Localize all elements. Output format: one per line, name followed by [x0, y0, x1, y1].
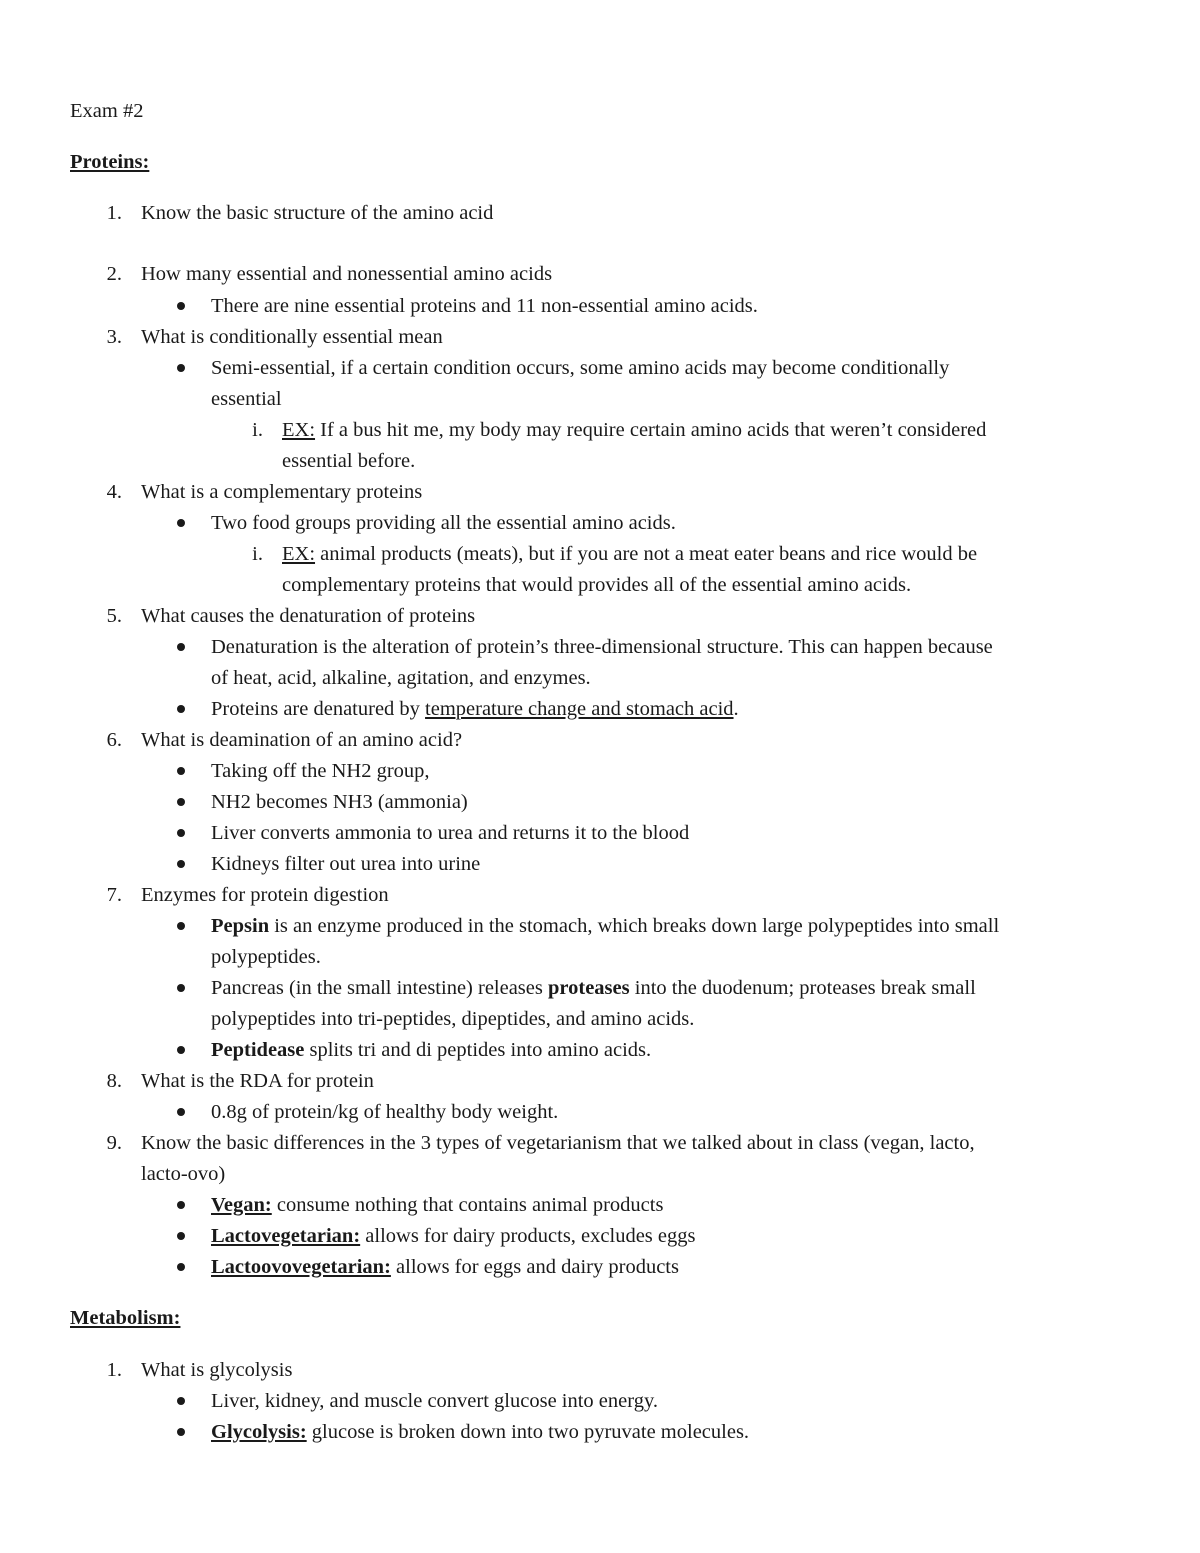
bullet-icon — [177, 1397, 185, 1405]
answer-bullet — [211, 1420, 749, 1444]
bullet-icon — [177, 1108, 185, 1116]
list-number: 3. — [106, 326, 122, 348]
bullet-icon — [177, 1263, 185, 1271]
question-6: What is deamination of an amino acid? — [141, 729, 463, 751]
term-label: Vegan: — [211, 1194, 272, 1216]
answer-bullet-cont: polypeptides into tri-peptides, dipeptides, and amino acids. — [211, 1008, 695, 1030]
metabolism-question-1: What is glycolysis — [141, 1359, 293, 1381]
answer-bullet: Kidneys filter out urea into urine — [211, 853, 481, 875]
question-5: What causes the denaturation of proteins — [141, 605, 476, 627]
question-9: Know the basic differences in the 3 types of vegetarianism that we talked about in class (vegan, lacto, — [141, 1132, 975, 1154]
example-line-cont: essential before. — [282, 450, 416, 472]
proteins-heading: Proteins: — [70, 151, 150, 173]
bullet-icon — [177, 1232, 185, 1240]
answer-bullet: There are nine essential proteins and 11 non-essential amino acids. — [211, 295, 758, 317]
question-9-cont: lacto-ovo) — [141, 1163, 226, 1185]
answer-bullet — [211, 1038, 651, 1062]
answer-bullet — [211, 1255, 679, 1279]
example-text: animal products (meats), but if you are not a meat eater beans and rice would be — [315, 543, 978, 565]
answer-bullet-cont: polypeptides. — [211, 946, 321, 968]
answer-bullet — [211, 914, 999, 938]
question-8: What is the RDA for protein — [141, 1070, 374, 1092]
bullet-icon — [177, 519, 185, 527]
metabolism-heading: Metabolism: — [70, 1307, 181, 1329]
bullet-text: splits tri and di peptides into amino acids. — [304, 1039, 652, 1061]
answer-bullet — [211, 1193, 663, 1217]
bullet-icon — [177, 643, 185, 651]
list-number: 4. — [106, 481, 122, 503]
list-number: 8. — [106, 1070, 122, 1092]
answer-bullet: Liver converts ammonia to urea and returns it to the blood — [211, 822, 690, 844]
answer-bullet: Two food groups providing all the essential amino acids. — [211, 512, 676, 534]
bullet-icon — [177, 767, 185, 775]
bullet-icon — [177, 984, 185, 992]
answer-bullet — [211, 976, 976, 1000]
bullet-text: glucose is broken down into two pyruvate molecules. — [306, 1421, 750, 1443]
underlined-text: temperature change and stomach acid — [425, 698, 734, 720]
bullet-icon — [177, 922, 185, 930]
list-number: 2. — [106, 263, 122, 285]
bullet-text: allows for dairy products, excludes eggs — [360, 1225, 696, 1247]
bullet-icon — [177, 829, 185, 837]
list-number: 7. — [106, 884, 122, 906]
roman-numeral: i. — [252, 543, 263, 565]
bullet-text: consume nothing that contains animal products — [271, 1194, 664, 1216]
answer-bullet: Semi-essential, if a certain condition occurs, some amino acids may become conditionally — [211, 357, 950, 379]
bullet-text: Pancreas (in the small intestine) releases — [211, 977, 548, 999]
list-number: 1. — [106, 202, 122, 224]
example-line-cont: complementary proteins that would provides all of the essential amino acids. — [282, 574, 912, 596]
list-number: 5. — [106, 605, 122, 627]
term-label: Glycolysis: — [211, 1421, 307, 1443]
answer-bullet-cont: essential — [211, 388, 282, 410]
bold-term: Pepsin — [211, 915, 270, 937]
bullet-icon — [177, 302, 185, 310]
bullet-text: is an enzyme produced in the stomach, which breaks down large polypeptides into small — [269, 915, 1000, 937]
question-2: How many essential and nonessential amino acids — [141, 263, 553, 285]
bullet-icon — [177, 364, 185, 372]
example-label: EX: — [282, 543, 316, 565]
bullet-icon — [177, 705, 185, 713]
example-line — [282, 418, 986, 442]
question-4: What is a complementary proteins — [141, 481, 423, 503]
answer-bullet-cont: of heat, acid, alkaline, agitation, and enzymes. — [211, 667, 591, 689]
bullet-icon — [177, 1046, 185, 1054]
bullet-icon — [177, 1428, 185, 1436]
document-title: Exam #2 — [70, 100, 144, 122]
bullet-text: . — [733, 698, 739, 720]
bold-term: proteases — [548, 977, 630, 999]
bullet-icon — [177, 798, 185, 806]
answer-bullet — [211, 1224, 695, 1248]
answer-bullet: 0.8g of protein/kg of healthy body weight. — [211, 1101, 559, 1123]
answer-bullet: Taking off the NH2 group, — [211, 760, 430, 782]
term-label: Lactovegetarian: — [211, 1225, 361, 1247]
example-label: EX: — [282, 419, 316, 441]
question-1: Know the basic structure of the amino acid — [141, 202, 494, 224]
answer-bullet — [211, 697, 739, 721]
example-text: If a bus hit me, my body may require certain amino acids that weren’t considered — [315, 419, 987, 441]
list-number: 6. — [106, 729, 122, 751]
bullet-text: into the duodenum; proteases break small — [629, 977, 976, 999]
bullet-text: Proteins are denatured by — [211, 698, 426, 720]
question-3: What is conditionally essential mean — [141, 326, 443, 348]
question-7: Enzymes for protein digestion — [141, 884, 389, 906]
bullet-icon — [177, 860, 185, 868]
roman-numeral: i. — [252, 419, 263, 441]
bullet-icon — [177, 1201, 185, 1209]
example-line — [282, 542, 977, 566]
list-number: 1. — [106, 1359, 122, 1381]
answer-bullet: NH2 becomes NH3 (ammonia) — [211, 791, 468, 813]
bullet-text: allows for eggs and dairy products — [390, 1256, 679, 1278]
answer-bullet: Liver, kidney, and muscle convert glucose into energy. — [211, 1390, 659, 1412]
bold-term: Peptidease — [211, 1039, 305, 1061]
answer-bullet: Denaturation is the alteration of protein’s three-dimensional structure. This can happen because — [211, 636, 993, 658]
list-number: 9. — [106, 1132, 122, 1154]
term-label: Lactoovovegetarian: — [211, 1256, 391, 1278]
